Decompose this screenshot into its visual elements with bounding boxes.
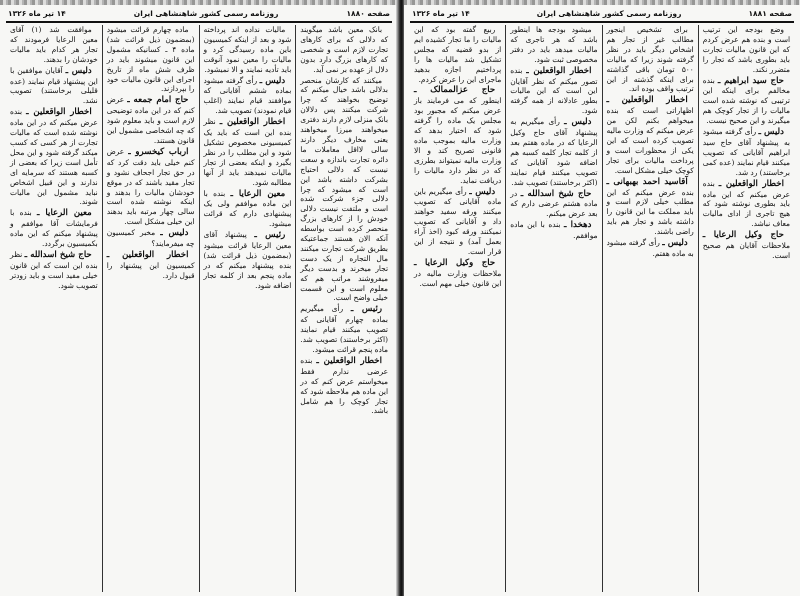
speaker-heading: حاج وکیل الرعایا ـ <box>702 230 784 241</box>
paragraph <box>414 85 501 185</box>
paragraph-text: بنده عرض میکنم که این مطلب خیلی لازم است و باید مملکت ما این قانون را داشته باشد و تجار هم باید راضی باشند. <box>606 187 694 237</box>
paragraph-text: رأی گرفته میشود به پیشنهاد آقای حاج سید ابراهیم آقایانی که تصویب میکنند قیام نمایند (عده کمی برخاستند) رد شد. <box>702 127 790 177</box>
speaker-heading: معین الرعایا ـ <box>36 208 92 219</box>
page-header <box>412 7 792 19</box>
page-number: صفحه ۱۸۸۰ <box>346 8 390 18</box>
paragraph-text: ملاحظات وزارت مالیه در این قانون خیلی مهم است. <box>414 268 502 288</box>
paragraph <box>107 228 195 249</box>
speaker-heading: حاج شیخ اسدالله ـ <box>520 188 592 199</box>
paragraph-text: بنده با فرمایشات آقا موافقم و پیشنهاد میکنم که این ماده بکمیسیون برگردد. <box>10 208 98 249</box>
speaker-heading: دلیس ـ <box>662 238 688 249</box>
text-column <box>410 25 506 592</box>
paragraph-text: عرض کنم خیلی باید دقت کرد که در حق تجار اجحاف نشود و تجار مقید باشند که در موقع خودشان مالیات را بدهند و اینکه نوشته شده است سالی چهار مرتبه باید بدهند این خیلی مشکل است. <box>106 146 195 227</box>
paragraph-text: نظر بنده این است که این قانون خیلی مفید است و باید زودتر تصویب شود. <box>10 249 98 290</box>
paragraph-text: وضع بودجه این ترتیب است و بنده هم عرض کردم که این قانون مالیات تجارت باید بطوری باشد که تجار را متضرر نکند. <box>702 25 790 74</box>
speaker-heading: اخطار الواقعلین ـ <box>718 178 784 189</box>
speaker-heading: رئیس ـ <box>350 304 382 315</box>
speaker-heading: دلیس ـ <box>469 186 496 197</box>
paragraph-text: موافقت شد (۱) آقای معین الرعایا فرمودند که تجار هر کدام باید مالیات خودشان را بدهند. <box>10 25 98 64</box>
paragraph-text: رأی گرفته میشود به ماده هفتم. <box>606 238 694 258</box>
newspaper-page-left <box>0 0 398 596</box>
paragraph-text: مخبر کمیسیون چه میفرمایند؟ <box>106 228 195 249</box>
paragraph <box>703 76 790 127</box>
paragraph <box>607 25 694 94</box>
paragraph <box>204 76 292 117</box>
paragraph <box>204 230 292 290</box>
paragraph <box>107 95 195 146</box>
speaker-heading: دلیس ـ <box>65 65 92 76</box>
paragraph <box>510 189 597 220</box>
paragraph-text: اظهاراتی است که بنده میخواهم بکنم لکن من عرض میکنم که وزارت مالیه تصویب کرده است که این یکی از محظورات است و پرداخت مالیات برای تجار کوچک خیلی مشکل است. <box>606 106 694 175</box>
paragraph-text: ماده چهارم قرائت میشود (بمضمون ذیل قرائت شد) ماده ۴ ـ کسانیکه مشمول این قانون میشوند باید در ظرف شش ماه از تاریخ اجرای این قانون مالیات خود را بپردازند. <box>106 25 195 94</box>
paragraph <box>510 66 597 117</box>
page-header <box>8 7 390 19</box>
paragraph-text: بنده مخالفم برای اینکه این ترتیبی که نوشته شده است مالیات را از تجار کوچک هم میگیرند و این صحیح نیست. <box>702 75 790 126</box>
paragraph-text: بنده عرض میکنم که این ماده باید بطوری نوشته شود که هیچ تاجری از ادای مالیات معاف نباشد. <box>702 178 790 229</box>
paragraph <box>703 25 790 75</box>
paragraph <box>107 147 195 227</box>
paragraph-text: آقایان موافقین با این پیشنهاد قیام نمایند (عده قلیلی برخاستند) تصویب نشد. <box>10 65 98 106</box>
speaker-heading: حاج وکیل الرعایا ـ <box>414 257 496 268</box>
paragraph <box>300 304 388 355</box>
text-column <box>603 25 699 592</box>
paragraph <box>607 238 694 259</box>
paragraph <box>107 250 195 281</box>
paragraph-text: در ماده هشتم عرضی دارم که بعد عرض میکنم. <box>510 188 598 219</box>
paragraph <box>414 25 501 84</box>
speaker-heading: معین الرعایا ـ <box>230 188 286 199</box>
text-columns <box>6 25 392 592</box>
header-rule <box>6 21 392 23</box>
paragraph-text: میکنند که کارشان منحصر بدلالی باشد خیال میکنم که توضیح بخواهند که چرا شرکت میکنند پس دلالان بانک منزلی لازم دارند دفتری میخواهند میرزا میخواهند یعنی مخارف دیگر دارند سالی لااقل معاملات ما دائره تجارت باندازه و سعت نیست که دلالی احتیاج بشرکت داشته باشد این است که میشود که چرا دلالی جزء شرکت شده است و ملتفت نیست دلالی خودش را از کارهای بزرگ منحصر کرده است بواسطه آنکه الان هستند جماعتیکه بطریق شرکت تجارت میکنند مال التجاره از یک دست تجار میخرند و بدست دیگر میفروشند مراتب هم که معلوم است و این قسمت خیلی واضح است. <box>300 75 388 303</box>
text-column <box>103 25 200 592</box>
paragraph-text: عرض کنم که در این ماده توضیحی لازم است و باید معلوم شود که چه اشخاصی مشمول این قانون هستند. <box>106 95 195 145</box>
paragraph <box>607 177 694 237</box>
paragraph-text: رأی گرفته میشود بماده ششم آقایانی که موافقند قیام نمایند (اغلب قیام نمودند) تصویب شد. <box>203 75 292 116</box>
speaker-heading: دلیس ـ <box>259 75 286 86</box>
paragraph <box>10 25 98 65</box>
page-number: صفحه ۱۸۸۱ <box>748 8 792 18</box>
paragraph <box>10 107 98 207</box>
paragraph <box>204 25 292 75</box>
text-column <box>506 25 602 592</box>
speaker-heading: آقاسید احمد بهبهانی ـ <box>606 176 688 187</box>
paragraph-text: رأی میگیریم بماده چهارم آقایانی که تصویب میکنند قیام نمایند (اکثر برخاستند) تصویب شد. ماده پنجم قرائت میشود. <box>300 304 388 354</box>
paragraph-text: بنده تصور میکنم که نظر آقایان این است که این مالیات بطور عادلانه از همه گرفته شود. <box>510 65 598 116</box>
paragraph-text: بنده عرضی ندارم فقط میخواستم عرض کنم که در این ماده هم ملاحظه شود که تجار کوچک را هم شامل باشد. <box>300 355 388 416</box>
paragraph <box>107 25 195 94</box>
speaker-heading: اخطار الواقعلین ـ <box>219 117 286 128</box>
paragraph-text: بانک معین باشد میگویند که دلالی که برای کارهای تجارت لازم است و شخصی که کارهای بزرگ دارد بدون دلال از عهده بر نمی آید. <box>300 25 388 74</box>
paragraph-text: مالیات نداده اند پرداخته شود و بعد از اینکه کمیسیون باین ماده رسیدگی کرد و مالیات را معین نمود آنوقت باید تأدیه نمایند و الا نمیشود. <box>203 25 292 74</box>
newspaper-title: روزنامه رسمی کشور شاهنشاهی ایران <box>133 8 279 18</box>
speaker-heading: دلیس ـ <box>564 117 592 128</box>
speaker-heading: اخطار الواقعلین ـ <box>316 355 382 366</box>
header-rule <box>410 21 794 23</box>
speaker-heading: حاج امام جمعه ـ <box>127 95 189 106</box>
speaker-heading: اخطار الواقعلین ـ <box>26 107 92 118</box>
paragraph-text: ربیع گفته بود که این مالیات را ما تجار کشیده ایم از بدو قضیه که مجلس تشکیل شد مالیات ها را پرداختیم اجازه بدهید ماجرای این را عرض کردم. <box>414 25 502 84</box>
paragraph <box>510 220 597 241</box>
speaker-heading: دلیس ـ <box>160 228 189 239</box>
issue-date: ۱۴ تیر ماه ۱۳۲۶ <box>8 8 66 18</box>
paragraph-text: میشود بودجه ها اینطور باشد که هر تاجری که مالیات میدهد باید در دفتر مخصوصی ثبت شود. <box>510 25 598 64</box>
speaker-heading: حاج سید ابراهیم ـ <box>717 75 784 86</box>
paragraph <box>607 95 694 175</box>
paragraph <box>414 258 501 289</box>
speaker-heading: حاج شیخ اسدالله ـ <box>24 249 92 260</box>
paragraph-text: اینطور که می فرمایند باز عرض میکنم که مجبور بود مجلس یک ماده را گرفته شود که اختیار بدهد که وزارت مالیه بموجب ماده قانونی تصریح کند و الا وزارت مالیه نمیتواند بطرزی که در نظر دارد مالیات را دریافت نماید. <box>414 96 502 185</box>
text-column <box>699 25 794 592</box>
text-column <box>296 25 392 592</box>
paragraph <box>10 250 98 291</box>
text-column <box>6 25 103 592</box>
speaker-heading: اخطار الواقعلین ـ <box>106 249 189 260</box>
paragraph-text: بنده عرض میکنم که در این ماده نوشته شده است که مالیات تجارت از هر کسی که کسب میکند گرفته شود و این محل تأمل است زیرا که بعضی از کسبه هستند که سرمایه ای ندارند و این قبیل اشخاص نباید مشمول این مالیات شوند. <box>10 107 98 207</box>
issue-date: ۱۴ تیر ماه ۱۳۲۶ <box>412 8 470 18</box>
text-columns <box>410 25 794 592</box>
text-column <box>200 25 297 592</box>
paragraph-text: بنده با این ماده موافقم ولی یک پیشنهادی دارم که قرائت میشود. <box>203 188 292 229</box>
paragraph-text: کمیسیون این پیشنهاد را قبول دارد. <box>106 260 195 280</box>
paragraph <box>300 76 388 304</box>
newspaper-title: روزنامه رسمی کشور شاهنشاهی ایران <box>536 8 682 18</box>
paragraph <box>300 356 388 416</box>
paragraph <box>510 25 597 65</box>
paragraph-text: رأی میگیریم باین ماده آقایانی که تصویب میکنند ورقه سفید خواهند داد و آقایانی که تصویب نمیکنند ورقه کبود (اخذ آراء بعمل آمد) و نتیجه از این قرار است. <box>414 186 502 256</box>
paragraph <box>703 127 790 178</box>
paragraph-text: رأی میگیریم به پیشنهاد آقای حاج وکیل الرعایا که در ماده هفتم بعد از کلمه تجار کلمه کسبه هم اضافه شود آقایانی که تصویب میکنند قیام نمایند (اکثر برخاستند) تصویب شد. <box>510 117 598 187</box>
paragraph-text: پیشنهاد آقای معین الرعایا قرائت میشود (بمضمون ذیل قرائت شد) بنده پیشنهاد میکنم که در ماده پنجم بعد از کلمه تجار اضافه شود. <box>203 230 292 290</box>
paragraph <box>703 179 790 230</box>
paragraph-text: نظر بنده این است که باید یک کمیسیونی مخصوص تشکیل شود و این مطلب را در نظر بگیرد و اینکه بعضی از تجار مالیات نمیدهند باید از آنها مطالبه شود. <box>203 117 292 187</box>
paragraph <box>300 25 388 75</box>
speaker-heading: دهخدا ـ <box>563 220 592 231</box>
speaker-heading: رئیس ـ <box>254 230 286 241</box>
speaker-heading: اخطار الواقعلین ـ <box>606 95 688 106</box>
paragraph <box>414 187 501 257</box>
scan-edge <box>404 0 800 5</box>
speaker-heading: حاج عزالممالک ـ <box>414 85 496 96</box>
speaker-heading: دلیس ـ <box>758 127 784 138</box>
paragraph <box>510 117 597 187</box>
speaker-heading: ارباب کیخسرو ـ <box>128 146 189 157</box>
paragraph-text: بنده با این ماده موافقم. <box>510 220 598 241</box>
paragraph <box>204 117 292 187</box>
paragraph <box>10 208 98 249</box>
paragraph-text: ملاحظات آقایان هم صحیح است. <box>702 241 790 260</box>
paragraph-text: برای تشخیص اینجور مطالب غیر از تجار هم اشخاص دیگر باید در نظر گرفته شوند زیرا که مالیات ۵۰۰ تومان باقی گذاشته برای اینکه گذشته از این ترتیب واقف بوده اند. <box>606 25 694 94</box>
scan-edge <box>0 0 398 5</box>
speaker-heading: اخطار الواقعلین ـ <box>526 65 592 76</box>
paragraph <box>204 189 292 230</box>
newspaper-page-right <box>404 0 800 596</box>
paragraph <box>703 230 790 261</box>
paragraph <box>10 66 98 107</box>
